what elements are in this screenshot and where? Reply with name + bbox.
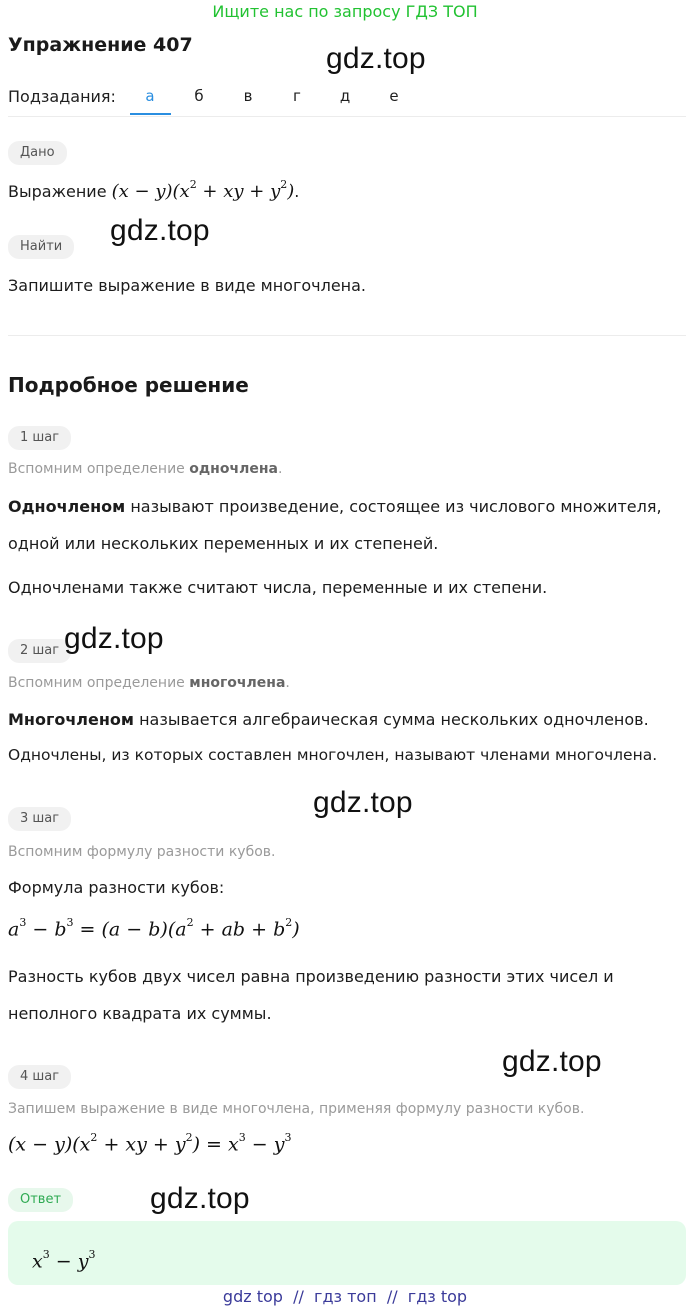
divider — [8, 335, 686, 336]
step1-def-text: называют произведение, состоящее из числового множителя, — [125, 497, 662, 516]
find-text: Запишите выражение в виде многочлена. — [8, 276, 367, 295]
watermark: gdz.top — [64, 622, 164, 655]
step4-formula: $(x - y)(x^2$ + xy + $y^2) = x^3 - y^3$ — [8, 1131, 292, 1156]
given-suffix: . — [294, 182, 300, 201]
step4-hint: Запишем выражение в виде многочлена, применяя формулу разности кубов. — [8, 1101, 585, 1117]
divider — [8, 116, 686, 117]
find-badge-wrap — [8, 235, 74, 259]
step3-text-line1: Разность кубов двух чисел равна произведению разности этих чисел и — [8, 967, 614, 986]
step1-def-bold: Одночленом — [8, 497, 126, 516]
step1-badge-wrap — [8, 426, 71, 450]
step3-text-line2: неполного квадрата их суммы. — [8, 1004, 272, 1023]
tab-b[interactable]: б — [194, 87, 204, 105]
step2-hint-bold: многочлена — [189, 675, 286, 691]
step1-extra: Одночленами также считают числа, переменные и их степени. — [8, 578, 548, 597]
step2-definition-line2: Одночлены, из которых составлен многочлен, называют членами многочлена. — [8, 746, 658, 764]
find-badge: Найти — [8, 235, 74, 259]
step2-definition-line1 — [8, 710, 649, 729]
step2-badge-wrap — [8, 639, 71, 663]
step2-badge: 2 шаг — [8, 639, 71, 663]
answer-badge: Ответ — [8, 1188, 73, 1212]
step1-hint-prefix: Вспомним определение — [8, 461, 185, 477]
step1-definition-line1 — [8, 497, 662, 516]
step3-badge: 3 шаг — [8, 807, 71, 831]
solution-heading: Подробное решение — [8, 373, 249, 397]
page-title: Упражнение 407 — [8, 34, 193, 56]
watermark: gdz.top — [150, 1182, 250, 1215]
active-tab-indicator — [130, 113, 171, 115]
watermark: gdz.top — [313, 786, 413, 819]
tab-a[interactable]: а — [145, 87, 155, 105]
watermark: gdz.top — [110, 214, 210, 247]
answer-formula: $x^3 - y^3$ — [32, 1248, 96, 1273]
step3-formula: $a^3 - b^3 = (a - b)(a^2$ + ab + $b^2$) — [8, 916, 300, 941]
given-badge: Дано — [8, 141, 67, 165]
step3-hint: Вспомним формулу разности кубов. — [8, 844, 276, 860]
step4-badge: 4 шаг — [8, 1065, 71, 1089]
step3-label: Формула разности кубов: — [8, 878, 225, 897]
tab-e[interactable]: е — [389, 87, 399, 105]
footer-links: gdz top // гдз топ // гдз top — [222, 1287, 468, 1306]
top-banner: Ищите нас по запросу ГДЗ ТОП — [212, 2, 478, 21]
step1-hint-bold: одночлена — [189, 461, 278, 477]
step4-badge-wrap — [8, 1065, 71, 1089]
step2-def-bold: Многочленом — [8, 710, 134, 729]
tab-d[interactable]: д — [339, 87, 351, 105]
answer-box — [8, 1221, 686, 1285]
given-expression: $(x - y)(x^2$ + xy + $y^2$) — [111, 178, 295, 202]
watermark: gdz.top — [326, 42, 426, 75]
given-text — [8, 180, 299, 202]
answer-badge-wrap — [8, 1188, 73, 1212]
tab-v[interactable]: в — [243, 87, 253, 105]
given-badge-wrap — [8, 141, 67, 165]
step1-definition-line2: одной или нескольких переменных и их степеней. — [8, 534, 439, 553]
subtasks-label: Подзадания: — [8, 87, 116, 106]
step3-badge-wrap — [8, 807, 71, 831]
step1-hint — [8, 461, 282, 477]
tab-g[interactable]: г — [293, 87, 301, 105]
step1-badge: 1 шаг — [8, 426, 71, 450]
step2-hint-suffix: . — [285, 675, 290, 691]
step2-hint-prefix: Вспомним определение — [8, 675, 185, 691]
step2-def-text: называется алгебраическая сумма нескольких одночленов. — [134, 710, 649, 729]
given-prefix: Выражение — [8, 182, 107, 201]
step1-hint-suffix: . — [277, 461, 283, 477]
watermark: gdz.top — [502, 1045, 602, 1078]
step2-hint — [8, 675, 290, 691]
